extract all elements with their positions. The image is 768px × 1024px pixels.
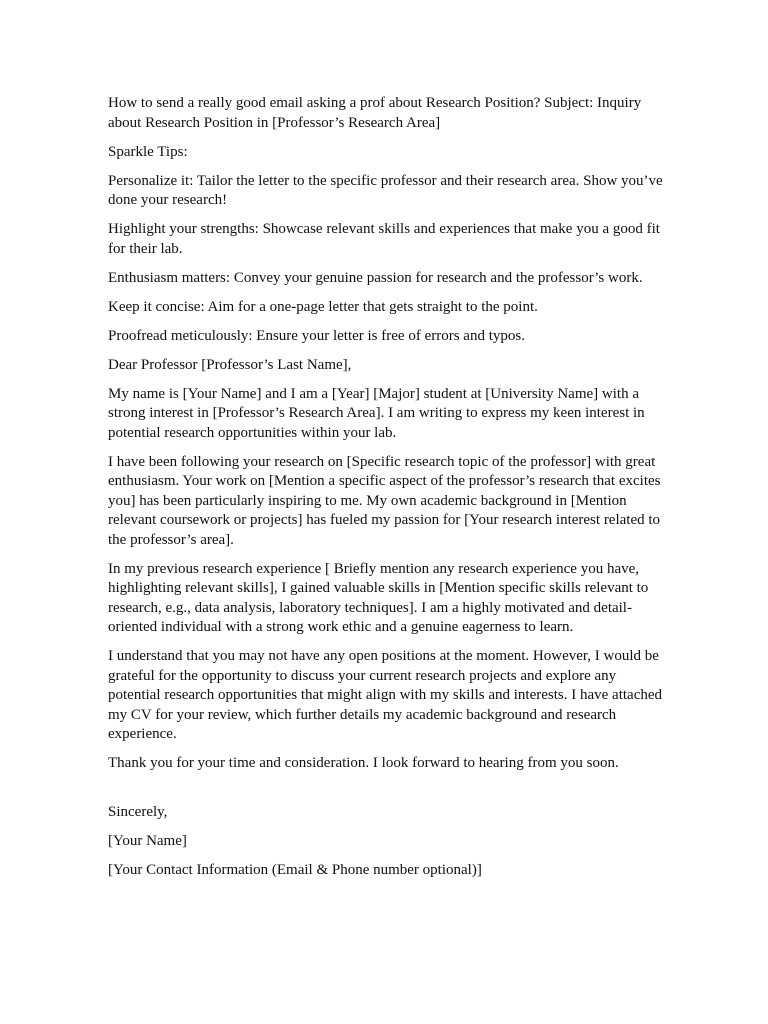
tip-concise: Keep it concise: Aim for a one-page letter that gets straight to the point. xyxy=(108,298,538,315)
document-page xyxy=(108,94,668,890)
document-heading: How to send a really good email asking a prof about Research Position? Subject: Inquiry about Research Position in [Professor’s Research Area] xyxy=(108,95,642,131)
letter-closing: Sincerely, xyxy=(108,803,168,820)
letter-paragraph-experience: In my previous research experience [ Briefly mention any research experience you have, highlighting relevant skills], I gained valuable skills in [Mention specific skills relevant to research, e.g., data analysis, laboratory techniques]. I am a highly motivated and detail-oriented individual with a strong work ethic and a genuine eagerness to learn. xyxy=(108,560,649,635)
letter-paragraph-request: I understand that you may not have any open positions at the moment. However, I would be grateful for the opportunity to discuss your current research projects and explore any potential research opportunities that might align with my skills and interests. I have attached my CV for your review, which further details my academic background and research experience. xyxy=(108,648,663,742)
tips-label: Sparkle Tips: xyxy=(108,143,188,160)
signature-name: [Your Name] xyxy=(108,832,187,849)
signature-contact: [Your Contact Information (Email & Phone number optional)] xyxy=(108,861,482,878)
letter-paragraph-thanks: Thank you for your time and consideration. I look forward to hearing from you soon. xyxy=(108,755,619,771)
tip-proofread: Proofread meticulously: Ensure your letter is free of errors and typos. xyxy=(108,327,525,344)
letter-paragraph-interest: I have been following your research on [Specific research topic of the professor] with great enthusiasm. Your work on [Mention a specific aspect of the professor’s research that excites you] has been particularly inspiring to me. My own academic background in [Mention relevant coursework or projects] has fueled my passion for [Your research interest related to the professor’s area]. xyxy=(108,453,661,548)
letter-paragraph-intro: My name is [Your Name] and I am a [Year] [Major] student at [University Name] with a strong interest in [Professor’s Research Area]. I am writing to express my keen interest in potential research opportunities within your lab. xyxy=(108,385,645,441)
tip-strengths: Highlight your strengths: Showcase relevant skills and experiences that make you a good fit for their lab. xyxy=(108,221,660,257)
tip-personalize: Personalize it: Tailor the letter to the specific professor and their research area. Show you’ve done your research! xyxy=(108,172,663,208)
tip-enthusiasm: Enthusiasm matters: Convey your genuine passion for research and the professor’s work. xyxy=(108,269,643,286)
letter-salutation: Dear Professor [Professor’s Last Name], xyxy=(108,356,352,373)
